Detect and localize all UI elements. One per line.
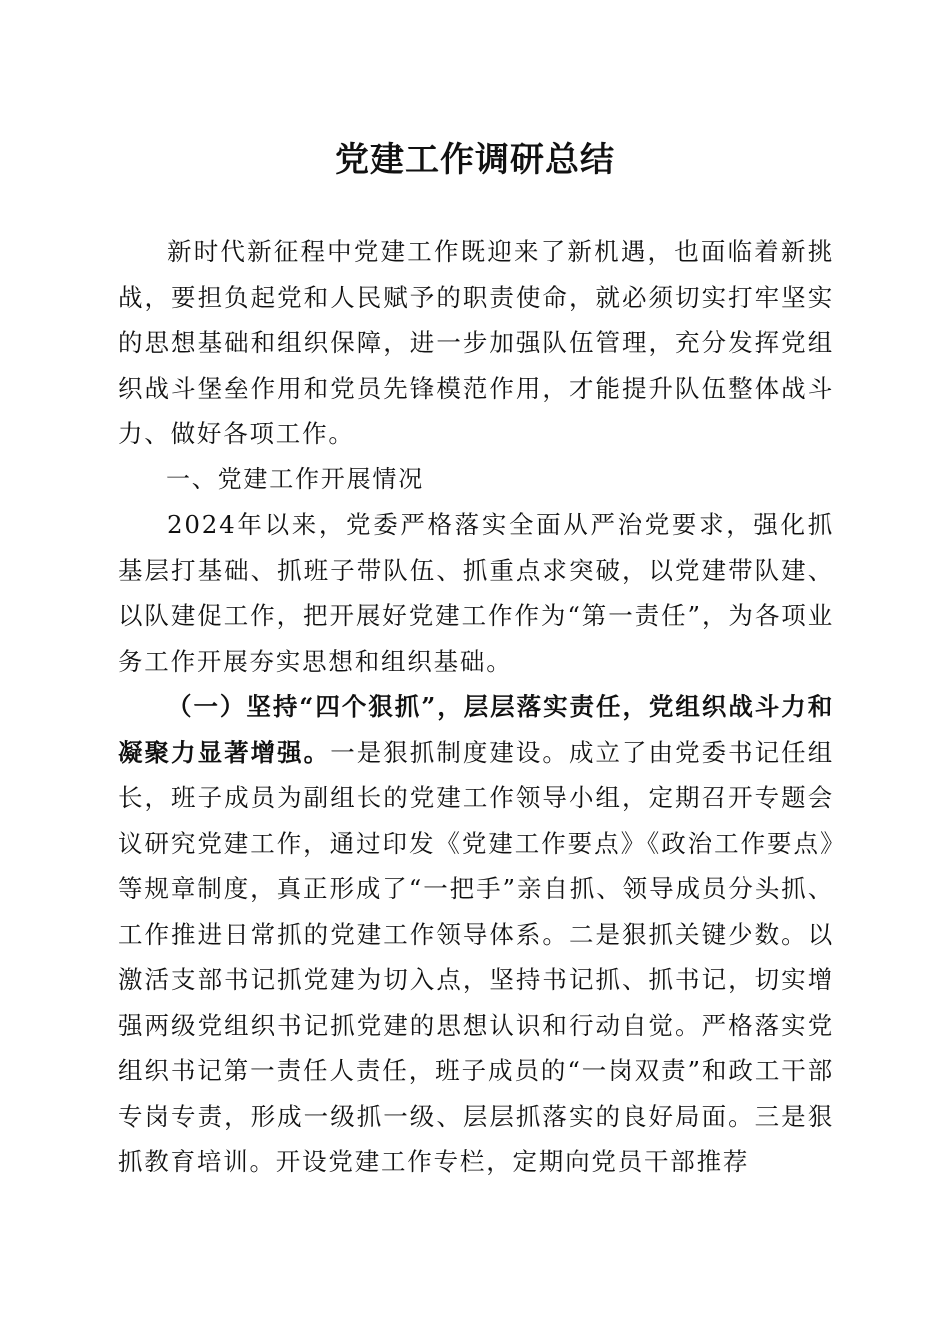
subsection-1-lead: （一）坚持“四个狠抓”，层层落实责任，党组织战斗力和凝聚力显著增强。 (118, 692, 834, 767)
subsection-1-body: 一是狠抓制度建设。成立了由党委书记任组长，班子成员为副组长的党建工作领导小组，定期召开专题会议研究党建工作，通过印发《党建工作要点》《政治工作要点》等规章制度，真正形成了“一把手”亲自抓、领导成员分头抓、工作推进日常抓的党建工作领导体系。二是狠抓关键少数。以激活支部书记抓党建为切入点，坚持书记抓、抓书记，切实增强两级党组织书记抓党建的思想认识和行动自觉。严格落实党组织书记第一责任人责任，班子成员的“一岗双责”和政工干部专岗专责，形成一级抓一级、层层抓落实的良好局面。三是狠抓教育培训。开设党建工作专栏，定期向党员干部推荐 (118, 737, 834, 1176)
document-body (118, 229, 834, 1185)
subsection-1-paragraph (118, 684, 834, 1185)
document-title: 党建工作调研总结 (335, 140, 615, 180)
intro-paragraph: 新时代新征程中党建工作既迎来了新机遇，也面临着新挑战，要担负起党和人民赋予的职责使命，就必须切实打牢坚实的思想基础和组织保障，进一步加强队伍管理，充分发挥党组织战斗堡垒作用和党员先锋模范作用，才能提升队伍整体战斗力、做好各项工作。 (118, 237, 834, 448)
section-heading-1: 一、党建工作开展情况 (166, 464, 424, 493)
section-1-paragraph: 2024年以来，党委严格落实全面从严治党要求，强化抓基层打基础、抓班子带队伍、抓重点求突破，以党建带队建、以队建促工作，把开展好党建工作作为“第一责任”，为各项业务工作开展夯实思想和组织基础。 (118, 510, 834, 676)
